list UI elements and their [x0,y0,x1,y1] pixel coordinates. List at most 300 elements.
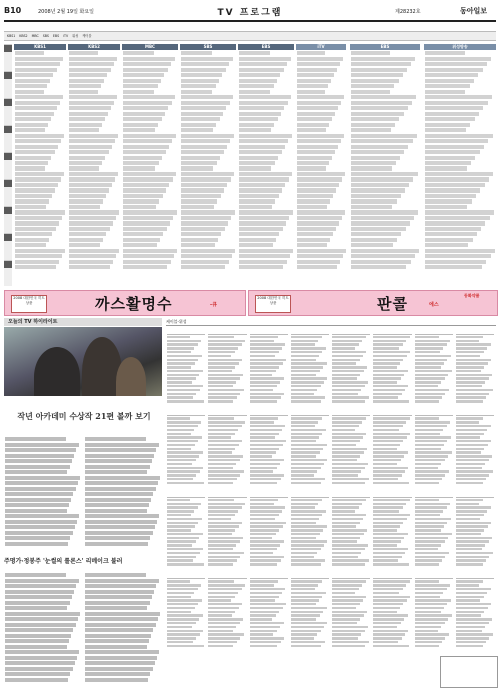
text-line [297,232,333,236]
channel-column-itv [296,44,346,271]
text-line [332,478,369,480]
text-line [373,393,401,395]
text-line [415,463,442,465]
text-line [297,205,327,209]
text-line [239,101,288,105]
text-line [456,618,492,620]
ad-badge: 2008 대한민국 히트상품 [255,295,291,313]
text-line [15,139,61,143]
text-line [456,347,487,349]
cable-channel-name [373,411,411,417]
text-line [415,366,441,368]
text-line [208,607,239,609]
text-line [167,630,203,632]
text-line [332,626,368,628]
text-line [250,514,279,516]
text-line [181,199,217,203]
text-line [456,552,493,554]
text-line [373,429,399,431]
text-line [208,599,231,601]
panel-header: EBS [350,44,420,50]
text-line [456,459,489,461]
text-line [373,592,399,594]
text-line [415,603,448,605]
body-column [84,572,160,686]
text-line [208,436,231,438]
text-line [332,580,366,582]
text-line [373,417,409,419]
text-line [208,537,243,539]
text-line [415,552,449,554]
text-line [250,366,280,368]
text-line [181,249,235,253]
text-line [85,542,148,546]
text-line [373,599,407,601]
text-line [208,347,238,349]
text-line [167,641,193,643]
text-line [456,355,480,357]
text-line [5,509,67,513]
text-line [5,520,77,524]
text-line [250,533,276,535]
text-line [15,156,51,160]
text-line [351,265,406,269]
text-line [351,51,390,55]
text-line [181,210,235,214]
text-line [332,482,365,484]
text-line [332,393,358,395]
text-line [373,637,401,639]
text-line [123,73,164,77]
text-line [85,470,147,474]
text-line [332,396,369,398]
text-line [425,112,479,116]
text-line [415,514,440,516]
text-line [85,487,156,491]
text-line [373,474,401,476]
text-line [425,199,472,203]
text-line [239,199,275,203]
text-line [297,210,345,214]
text-line [291,522,316,524]
text-line [181,194,221,198]
text-line [239,84,274,88]
text-line [415,630,438,632]
feature-subheadline: 주명가·정봉주 '눈썰의 롤론스' 리메이크 불러 [4,558,123,565]
text-line [5,487,76,491]
text-line [332,622,357,624]
text-line [351,249,419,253]
text-line [208,633,244,635]
text-line [123,134,176,138]
text-line [5,601,70,605]
text-line [425,210,494,214]
text-line [123,227,167,231]
text-line [167,556,196,558]
text-line [291,518,319,520]
cable-channel-block [167,329,205,408]
text-line [208,584,245,586]
text-line [167,645,204,647]
text-line [239,216,289,220]
text-line [456,540,489,542]
text-line [297,51,325,55]
text-line [85,492,153,496]
cable-channel-block [373,492,411,571]
time-slot [4,98,12,106]
text-line [456,630,482,632]
cable-channel-name [167,574,205,580]
text-line [332,618,360,620]
text-line [208,630,232,632]
text-line [291,552,317,554]
text-line [332,455,360,457]
text-line [332,525,356,527]
text-line [425,194,476,198]
text-line [456,588,491,590]
text-line [85,459,152,463]
text-line [123,84,158,88]
text-line [123,145,169,149]
text-line [5,536,70,540]
text-line [208,611,235,613]
text-line [239,172,292,176]
text-line [167,474,196,476]
text-line [415,637,446,639]
text-line [208,459,239,461]
text-line [351,156,400,160]
text-line [208,503,245,505]
text-line [181,139,230,143]
text-line [456,537,492,539]
text-line [291,444,327,446]
text-line [415,641,443,643]
text-line [167,444,195,446]
text-line [456,448,485,450]
text-line [425,216,490,220]
program-list [180,51,236,269]
text-line [239,156,278,160]
text-line [167,614,203,616]
text-line [250,626,281,628]
text-line [456,421,480,423]
text-line [167,482,204,484]
text-line [167,362,195,364]
text-line [123,232,163,236]
text-line [123,68,168,72]
text-line [85,645,147,649]
text-line [250,355,276,357]
text-line [415,351,440,353]
text-line [239,210,293,214]
text-line [332,340,362,342]
text-line [15,227,56,231]
text-line [291,389,317,391]
text-line [208,396,237,398]
cable-channel-name [250,411,288,417]
text-line [123,205,156,209]
text-line [425,249,495,253]
text-line [291,588,315,590]
text-line [415,622,445,624]
text-line [181,145,227,149]
text-line [85,525,155,529]
text-line [181,106,226,110]
text-line [167,355,202,357]
text-line [123,156,162,160]
text-line [15,95,63,99]
text-line [373,563,409,565]
text-line [208,544,236,546]
time-slot [4,125,12,133]
text-line [456,645,483,647]
text-line [5,492,73,496]
text-line [5,639,69,643]
text-line [5,590,74,594]
text-line [250,580,278,582]
text-line [250,599,276,601]
text-line [297,249,346,253]
text-line [85,601,150,605]
text-line [456,351,484,353]
text-line [250,381,281,383]
text-line [415,470,449,472]
text-line [332,463,368,465]
text-line [239,145,285,149]
text-line [181,84,216,88]
text-line [250,417,278,419]
text-line [332,336,366,338]
text-line [456,529,485,531]
text-line [456,377,489,379]
text-line [373,425,402,427]
text-line [15,101,60,105]
text-line [167,478,193,480]
text-line [425,150,480,154]
text-line [69,161,102,165]
cable-channel-name [373,329,411,335]
text-line [456,611,485,613]
text-line [250,421,275,423]
text-line [456,362,488,364]
text-line [208,626,236,628]
text-line [208,400,233,402]
cable-channel-name [332,574,370,580]
text-line [332,529,367,531]
text-line [250,611,280,613]
text-line [250,637,285,639]
text-line [250,362,283,364]
text-line [181,123,216,127]
text-line [85,514,159,518]
text-line [167,548,203,550]
text-line [373,440,403,442]
cable-channel-block [373,411,411,490]
text-line [291,359,316,361]
text-line [291,537,317,539]
text-line [181,265,225,269]
cable-channel-block [167,574,205,653]
text-line [415,444,444,446]
text-line [425,84,470,88]
text-line [239,68,284,72]
text-line [415,518,451,520]
text-line [415,478,443,480]
text-line [250,540,284,542]
text-line [456,548,482,550]
text-line [208,588,241,590]
text-line [167,525,195,527]
text-line [250,393,285,395]
text-line [415,588,447,590]
text-line [425,227,481,231]
text-line [415,580,439,582]
text-line [332,374,360,376]
text-line [456,633,493,635]
text-line [415,533,452,535]
text-line [332,381,368,383]
text-line [351,227,406,231]
text-line [291,622,328,624]
text-line [373,548,408,550]
text-line [373,377,401,379]
text-line [373,544,397,546]
text-line [85,590,154,594]
cable-channel-block [332,574,370,653]
time-slot [4,71,12,79]
cable-listings [166,328,496,654]
text-line [332,518,363,520]
text-line [15,188,55,192]
text-line [69,199,103,203]
cable-channel-name [332,492,370,498]
text-line [291,340,319,342]
feature-body [4,436,162,554]
text-line [5,579,79,583]
text-line [332,389,361,391]
text-line [85,617,158,621]
text-line [351,134,417,138]
schedule-grid [4,44,496,286]
text-line [69,194,106,198]
text-line [167,529,191,531]
text-line [425,134,493,138]
text-line [181,205,214,209]
bottom-ad[interactable] [440,656,498,688]
text-line [250,400,278,402]
channel-header: SBS [180,44,236,50]
text-line [69,183,112,187]
text-line [332,425,359,427]
text-line [415,499,439,501]
cable-channel-name [456,574,494,580]
text-line [351,79,399,83]
text-line [456,503,480,505]
text-line [425,221,485,225]
text-line [5,656,77,660]
text-line [208,533,232,535]
cable-channel-block [373,329,411,408]
text-line [167,522,198,524]
text-line [167,603,198,605]
text-line [250,340,275,342]
cable-channel-name [208,411,246,417]
text-line [456,455,492,457]
cable-channel-block [415,411,453,490]
text-line [415,548,438,550]
text-line [69,205,100,209]
text-line [351,73,403,77]
text-line [415,400,439,402]
text-line [123,260,171,264]
text-line [208,645,233,647]
text-line [456,637,490,639]
text-line [456,417,483,419]
text-line [208,421,245,423]
text-line [332,563,365,565]
text-line [167,359,198,361]
text-line [291,393,314,395]
cable-channel-block [208,411,246,490]
text-line [456,385,482,387]
cable-channel-block [415,329,453,408]
text-line [425,79,474,83]
ad-right[interactable] [248,290,498,316]
cable-channel-name [291,574,329,580]
text-line [181,183,227,187]
cable-channel-block [250,411,288,490]
text-line [15,205,46,209]
text-line [5,470,67,474]
text-line [208,510,238,512]
text-line [250,525,283,527]
text-line [456,400,483,402]
text-line [123,79,161,83]
text-line [415,645,439,647]
text-line [250,433,279,435]
legend-item: EBS [52,34,60,38]
cable-channel-name [373,492,411,498]
text-line [250,377,284,379]
ad-left[interactable] [4,290,246,316]
cable-channel-name [250,574,288,580]
text-line [297,57,343,61]
cable-channel-block [373,574,411,653]
text-line [373,433,410,435]
text-line [250,463,281,465]
text-line [85,573,146,577]
text-line [373,478,398,480]
text-line [456,370,481,372]
text-line [291,556,314,558]
text-line [250,385,277,387]
program-list [14,51,66,269]
text-line [373,603,403,605]
text-line [69,177,115,181]
text-line [208,355,231,357]
text-line [332,641,369,643]
masthead [0,0,500,20]
text-line [5,645,67,649]
text-line [85,437,146,441]
text-line [15,249,65,253]
text-line [456,463,485,465]
text-line [373,630,408,632]
text-line [351,183,409,187]
cable-channel-block [332,492,370,571]
text-line [167,618,199,620]
text-line [85,443,159,447]
